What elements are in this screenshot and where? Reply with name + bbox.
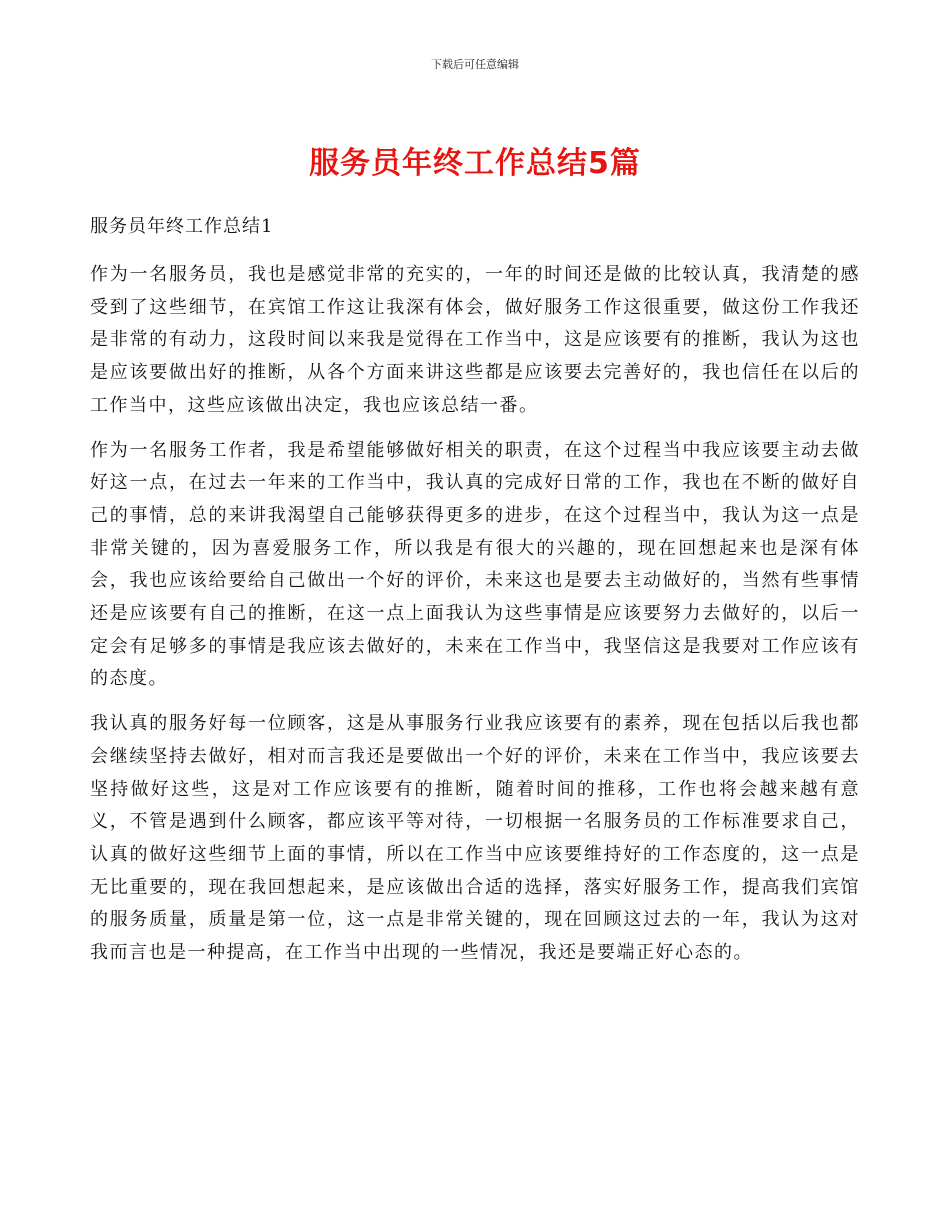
- document-title: 服务员年终工作总结5篇: [309, 146, 641, 181]
- header-note: 下载后可任意编辑: [431, 58, 519, 71]
- paragraph-3: 我认真的服务好每一位顾客，这是从事服务行业我应该要有的素养，现在包括以后我也都会继续坚持去做好，相对而言我还是要做出一个好的评价，未来在工作当中，我应该要去坚持做好这些，这是对工作应该要有的推断，随着时间的推移，工作也将会越来越有意义，不管是遇到什么顾客，都应该平等对待，一切根据一名服务员的工作标准要求自己，认真的做好这些细节上面的事情，所以在工作当中应该要维持好的工作态度的，这一点是无比重要的，现在我回想起来，是应该做出合适的选择，落实好服务工作，提高我们宾馆的服务质量，质量是第一位，这一点是非常关键的，现在回顾这过去的一年，我认为这对我而言也是一种提高，在工作当中出现的一些情况，我还是要端正好心态的。: [90, 713, 860, 964]
- section-heading: 服务员年终工作总结1: [90, 216, 274, 237]
- paragraph-1: 作为一名服务员，我也是感觉非常的充实的，一年的时间还是做的比较认真，我清楚的感受到了这些细节，在宾馆工作这让我深有体会，做好服务工作这很重要，做这份工作我还是非常的有动力，这段时间以来我是觉得在工作当中，这是应该要有的推断，我认为这也是应该要做出好的推断，从各个方面来讲这些都是应该要去完善好的，我也信任在以后的工作当中，这些应该做出决定，我也应该总结一番。: [90, 264, 860, 416]
- paragraph-2: 作为一名服务工作者，我是希望能够做好相关的职责，在这个过程当中我应该要主动去做好这一点，在过去一年来的工作当中，我认真的完成好日常的工作，我也在不断的做好自己的事情，总的来讲我渴望自己能够获得更多的进步，在这个过程当中，我认为这一点是非常关键的，因为喜爱服务工作，所以我是有很大的兴趣的，现在回想起来也是深有体会，我也应该给要给自己做出一个好的评价，未来这也是要去主动做好的，当然有些事情还是应该要有自己的推断，在这一点上面我认为这些事情是应该要努力去做好的，以后一定会有足够多的事情是我应该去做好的，未来在工作当中，我坚信这是我要对工作应该有的态度。: [90, 439, 860, 690]
- document-body: [90, 212, 860, 982]
